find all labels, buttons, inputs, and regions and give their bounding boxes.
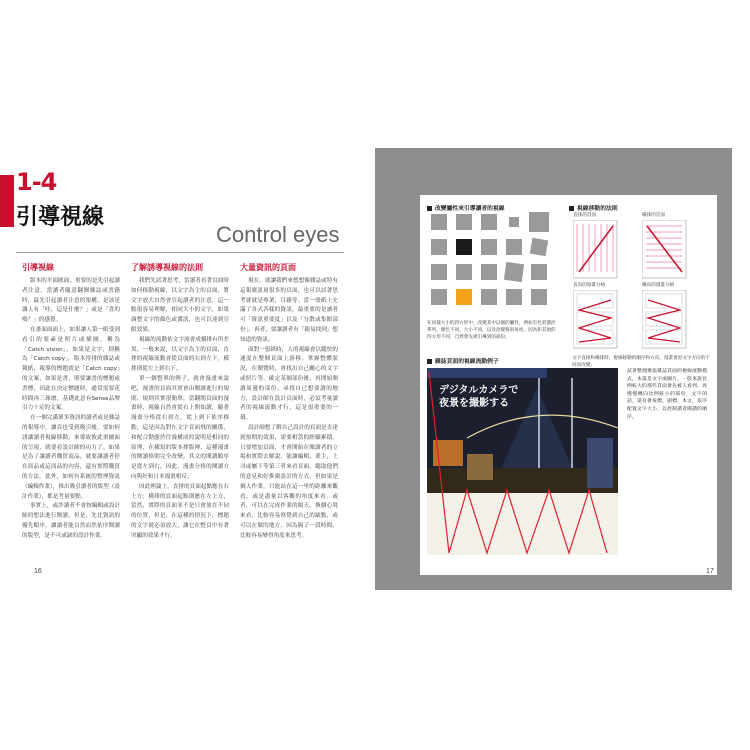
column-heading: 引導視線 bbox=[22, 263, 54, 272]
paragraph: 我們先試著思考，當讀者看著頁面時如何移動視線，以文字為主的頁面，將文字放大自然會引起讀者的注意，這一點很容易理解，相同大小的文字，如果調整文字的顏色或濃淡，也可以達到引眼效果。 bbox=[131, 278, 229, 333]
attribute-square bbox=[481, 289, 497, 305]
chapter-red-bar bbox=[0, 175, 14, 227]
attribute-square bbox=[509, 217, 519, 227]
section-3-side-text: 試著整理幾張雜誌頁面的視線流動模式，本篇是文字或圖片，一般來說比例較大的那些頁面會先被人看到，再慢慢轉向比例較小的部份，文字的話，還有會按標，副標，本文，依序配置文字大小，以控制讀者閱讀的順序。 bbox=[627, 369, 707, 420]
attribute-square bbox=[456, 239, 472, 255]
attribute-square bbox=[531, 264, 547, 280]
paragraph: 事實上，或許讀者不會按編輯或設計師的想法進行閱讀，但是，先比資訊的優先順序，讓讀者能自然而然依序閱讀的版型，是不可或缺的設計作業。 bbox=[22, 503, 120, 539]
magazine-title-line-2: 夜景を撮影する bbox=[439, 398, 509, 409]
thumb-label: 直向的漫畫分格 bbox=[573, 283, 606, 288]
column-2 bbox=[131, 262, 229, 542]
column-1 bbox=[22, 262, 120, 542]
attribute-square bbox=[481, 239, 497, 255]
bullet-square-icon bbox=[569, 206, 574, 211]
paragraph: 視線的流動依文字流會成橫排有所差異，一般來說，以文字為主的頁面，直排的視線流動會從頁面的右到左下，橫排則從左上到右下。 bbox=[131, 336, 229, 373]
section-3-heading bbox=[427, 356, 499, 365]
magazine-spread-image bbox=[427, 368, 618, 555]
bullet-square-icon bbox=[427, 206, 432, 211]
vertical-page-flow-diagram bbox=[573, 220, 618, 280]
attribute-square bbox=[431, 289, 447, 305]
attribute-square bbox=[504, 262, 524, 282]
thumb-label: 橫排的頁面 bbox=[642, 213, 665, 218]
eye-flow-zigzag-overlay bbox=[427, 368, 618, 555]
section-1-heading bbox=[427, 203, 505, 212]
bullet-square-icon bbox=[427, 359, 432, 364]
paragraph: 版本的平面匯面，重要的是先引起讀者注意。當讀者隨意翻閱雜誌或書籍時，最先引起讀者注意的架構，是該是讓人有「哇，這是什麼？」或是「喜的嗎？」的感覺。 bbox=[22, 278, 120, 324]
column-heading: 了解誘導視線的法則 bbox=[131, 263, 203, 272]
thumb-label: 直排的頁面 bbox=[573, 213, 596, 218]
section-3-title: 雜誌頁面的視線流動例子 bbox=[435, 359, 499, 365]
chapter-number: 1-4 bbox=[16, 168, 57, 196]
paragraph: 設計師想了解自己設計的頁面是否達到預期的效果，需要相當的經驗累積。只要增加頁面，才會開始在閱讀者的立場和實際去解說，能讓編輯、業主，上司或屬下等第三者來看頁面，聽取他們的意見和好推廣設計的方式，但如果是個人作業，只能站在這一里的距離來觀看，或是盡量以客觀的角度來看。或者，可以在完成作業的隔天，換個心境來看，比較容易察覺到自己的缺點，或可以在做的地方，因為隔了一段時間，比較容易變得角度來思考。 bbox=[240, 424, 338, 539]
attribute-square bbox=[481, 214, 497, 230]
attribute-square bbox=[531, 289, 547, 305]
section-2-title: 視線移動的法則 bbox=[577, 206, 618, 212]
paragraph: 單一個整單的例子，就會漫畫來說吧，漫畫的頁面其實會由閱讀進行的規則，規則其實很簡單，當翻開頁面的漫畫時，視線自然會從右上開始讀，隨著漫畫分格從右到左，從上到下依序移動，這是因為對在文字頁面飛的關係，和配合動態於往漫構成的說明是相同的原理，在橫寫的版本排版裡，這種漫畫的閱讀格則完全改變，其文的閱讀順序是從左到右，因此，漫畫分格的閱讀方向與好和日本漫畫相反。 bbox=[131, 375, 229, 480]
section-1-title: 改變屬性來引導讀者的視線 bbox=[435, 206, 505, 212]
paragraph: 因此理論上，直排的頁面起點應在右上方；橫排的頁面起點則應在左上方，當然，實際的頁面並不是只會放在不同的位置，但是，在這種的情況下，標題的文字就必須放大，讓它在整頁中有著突顯的效果才行。 bbox=[131, 483, 229, 539]
magazine-title-line-1: デジタルカメラで bbox=[439, 385, 519, 396]
attribute-square bbox=[481, 264, 497, 280]
attribute-square bbox=[456, 214, 472, 230]
section-2-caption: 文字直排和橫排時，視線移動的順序和方向，漫畫會因文字方向的不同而改變。 bbox=[572, 356, 710, 369]
title-divider bbox=[16, 252, 344, 253]
attribute-square bbox=[431, 239, 447, 255]
attribute-square bbox=[456, 289, 472, 305]
right-page-number: 17 bbox=[706, 568, 714, 575]
chapter-title: 引導視線 bbox=[16, 205, 105, 230]
attribute-square bbox=[431, 214, 447, 230]
english-title: Control eyes bbox=[216, 222, 340, 247]
left-page-number: 16 bbox=[34, 568, 42, 575]
column-heading: 大量資訊的頁面 bbox=[240, 263, 296, 272]
vertical-comic-flow-diagram bbox=[573, 290, 618, 350]
paragraph: 在畫面面面上，如果讓人第一眼受到看引的要素是照片或插圖，稱為「Catch vision」，如果是文字，則稱為「Catch copy」。版本得排的雜誌或報紙，報導的標題就是「Catch copy」的文案，如果是書，則要讓書的標題或書標，因此在決定標題時，通常需要花時間再三琢磨，基礎此意有Sense品牌引力十足的文案。 bbox=[22, 326, 120, 412]
attribute-square bbox=[530, 238, 549, 257]
section-1-caption: 在同樣大小的四方形中，改變其中以個的屬性，例如有色彩濃淡系列，顏色不同，大小不同，以及改變移斜角度，因為和其他的四方形不同，自然會先被引導到的部份。 bbox=[427, 321, 556, 341]
paragraph: 在一個完滿眾多資訊的讀者或是雜誌的報導中，讓吞也受到吸引後，要如何誘讓讀者視線移動，來導致彼此重圖面的呈現，就要看設計師的功力了。如果是為了讓讀者購買商品，就要讓讀者停在商品或這商品的內容，還有實際購買的方法。此外，如何有系統的整理資訊（編輯作業），推出吸引讀者的版型（設計作業），都是考量要點。 bbox=[22, 415, 120, 500]
attribute-square bbox=[529, 212, 549, 232]
attribute-square bbox=[431, 264, 447, 280]
attribute-square bbox=[506, 289, 522, 305]
horizontal-page-flow-diagram bbox=[642, 220, 687, 280]
paragraph: 現在，就讓我們來想想像雜誌或特有這報廣訊量很多的頁面，也可以試著思考就就是專業，目錄等。當一張紙上充滿了各式各樣的資訊，最重要的是讀者可「資訊重要度」以及「分散或集館部份」，再者，要讓讀者有「親易找到」想知道的資訊。 bbox=[240, 278, 338, 343]
paragraph: 面對一張紙時，人的視線會以縱快的速度在整個頁面上游移，掌握整體狀況，在閱覽時，會找出自己關心的文字或照片等，確定某個部份後，再開始閱讀周邊的部份。尋找自己想要讀的地方，設計師在設計頁面時，必須考量讀者的視線流動才行，這是很重要的一環。 bbox=[240, 346, 338, 422]
section-2-heading bbox=[569, 203, 618, 212]
thumb-label: 橫向的漫畫分格 bbox=[642, 283, 675, 288]
attribute-square bbox=[506, 239, 522, 255]
attribute-square bbox=[456, 264, 472, 280]
horizontal-comic-flow-diagram bbox=[642, 290, 687, 350]
column-3 bbox=[240, 262, 338, 542]
